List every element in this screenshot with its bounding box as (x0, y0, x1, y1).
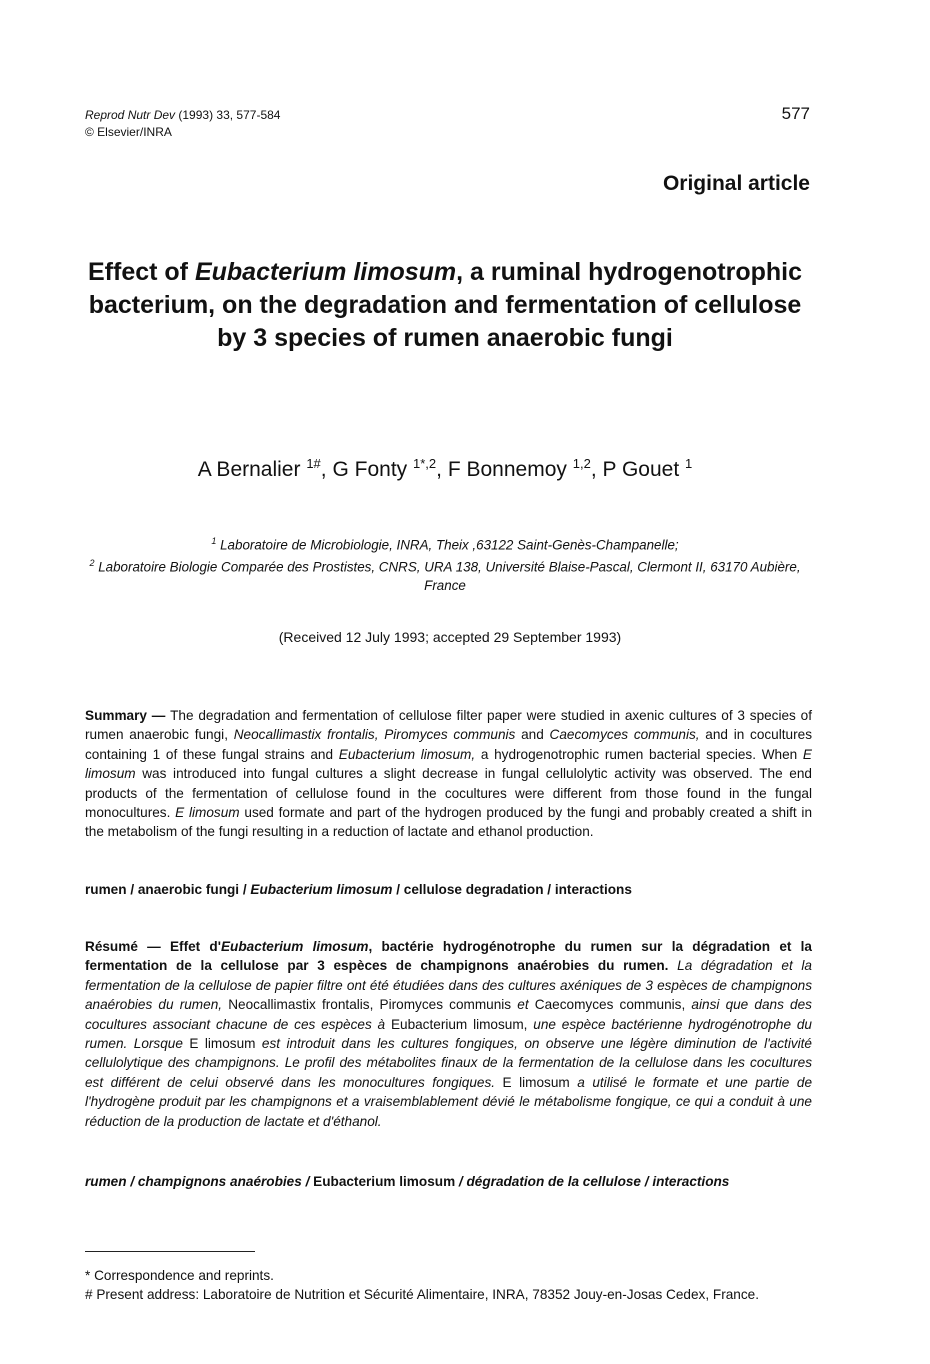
author-affil-mark: 1*,2 (413, 456, 437, 471)
affiliation: $^2$ Laboratoire Biologie Comparée des Prostistes, CNRS, URA 138, Université Blaise-Pascal, Clermont II, 63170 Aubière, France (89, 558, 801, 593)
article-type: Original article (662, 172, 810, 195)
copyright: © Elsevier/INRA (85, 125, 172, 139)
footnote-divider (85, 1251, 255, 1252)
page-number: 577 (781, 104, 810, 123)
affiliations (85, 532, 805, 595)
keywords-french: rumen / champignons anaérobies / Eubacterium limosum / dégradation de la cellulose / interactions (85, 1174, 730, 1189)
author-affil-mark: 1# (306, 456, 321, 471)
journal-name: Reprod Nutr Dev (85, 108, 176, 122)
citation-info: (1993) 33, 577-584 (178, 108, 281, 122)
footnotes (85, 1266, 805, 1304)
resume-abstract: Résumé — Effet d'Eubacterium limosum, bactérie hydrogénotrophe du rumen sur la dégradation et la fermentation de la cellulose par 3 espèces de champignons anaérobies du rumen. La dégradation et la fermentation de la cellulose de papier filtre ont été étudiées dans des cultures axéniques de 3 espèces de champignons anaérobies du rumen, Neocallimastix frontalis, Piromyces communis et Caecomyces communis, ainsi que dans des cocultures associant chacune de ces espèces à Eubacterium limosum, une espèce bactérienne hydrogénotrophe du rumen. Lorsque E limosum est introduit dans les cultures fongiques, on observe une légère diminution de l'activité cellulolytique des champignons. Le profil des métabolites finaux de la fermentation de la cellulose dans les cocultures est différent de celui observé dans les monocultures fongiques. E limosum a utilisé le formate et une partie de l'hydrogène produit par les champignons et a vraisemblablement dévié le métabolisme fongique, ce qui a conduit à une réduction de la production de lactate et d'éthanol. (85, 939, 813, 1129)
article-title (85, 256, 805, 355)
received-dates: (Received 12 July 1993; accepted 29 September 1993) (278, 629, 622, 645)
summary-abstract: Summary — The degradation and fermentation of cellulose filter paper were studied in axenic cultures of 3 species of rumen anaerobic fungi, Neocallimastix frontalis, Piromyces communis and Caecomyces communis, and in cocultures containing 1 of these fungal strains and Eubacterium limosum, a hydrogenotrophic rumen bacterial species. When E limosum was introduced into fungal cultures a slight decrease in fungal cellulolytic activity was observed. The end products of the fermentation of cellulose found in the cocultures were different from those found in the fungal monocultures. E limosum used formate and part of the hydrogen produced by the fungi and probably created a shift in the metabolism of the fungi resulting in a reduction of lactate and ethanol production. (85, 708, 812, 840)
author: P Gouet (602, 458, 680, 481)
summary-label: Summary — (85, 708, 171, 723)
affiliation: $^1$ Laboratoire de Microbiologie, INRA, Theix ,63122 Saint-Genès-Champanelle; (211, 536, 679, 553)
title-species: Eubacterium limosum (194, 258, 457, 286)
resume-label: Résumé — Effet d' (85, 939, 221, 954)
footnote: * Correspondence and reprints. (85, 1268, 274, 1283)
author: A Bernalier (197, 458, 301, 481)
author-affil-mark: 1 (685, 456, 693, 471)
keywords-english: rumen / anaerobic fungi / Eubacterium limosum / cellulose degradation / interactions (85, 882, 632, 897)
author: G Fonty (332, 458, 408, 481)
title-part1: Effect of (88, 258, 195, 286)
footnote: # Present address: Laboratoire de Nutrition et Sécurité Alimentaire, INRA, 78352 Jouy-en-Josas Cedex, France. (85, 1287, 759, 1302)
title-part2: , a ruminal hydrogenotrophic bacterium, on the degradation and fermentation of cellulose by 3 species of rumen anaerobic fungi (88, 258, 802, 352)
author-affil-mark: 1,2 (572, 456, 591, 471)
journal-citation (85, 107, 280, 141)
author-list: A Bernalier $^{1\#}$, G Fonty $^{1*,2}$, F Bonnemoy $^{1,2}$, P Gouet $^1$ (197, 456, 693, 481)
author: F Bonnemoy (447, 458, 567, 481)
